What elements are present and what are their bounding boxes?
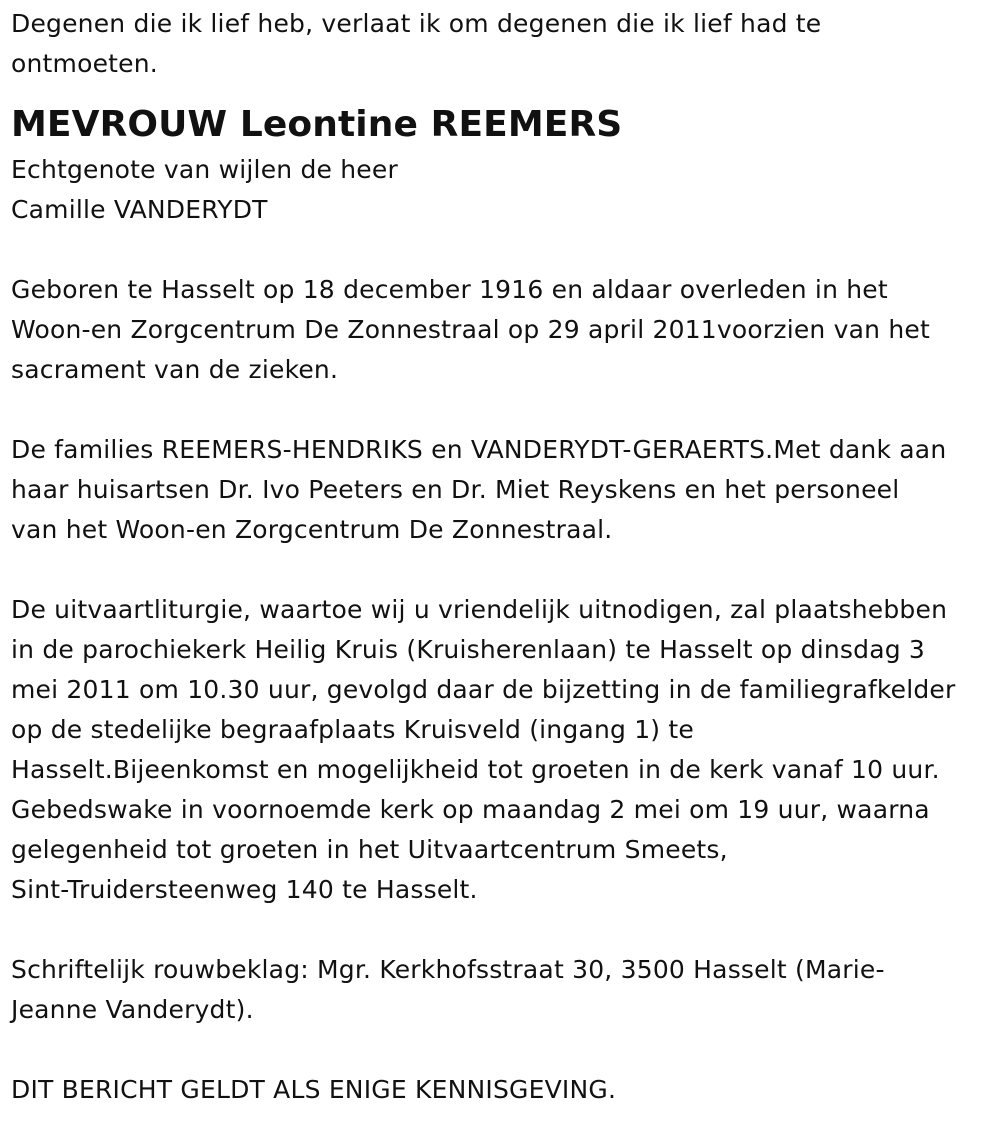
- families-line: De families REEMERS-HENDRIKS en VANDERYDT-GERAERTS.Met dank aan: [11, 435, 947, 464]
- paragraph-gap: [11, 1030, 990, 1070]
- funeral-paragraph: [11, 590, 990, 910]
- condolences-line: Jeanne Vanderydt).: [11, 995, 254, 1024]
- funeral-line: in de parochiekerk Heilig Kruis (Kruisherenlaan) te Hasselt op dinsdag 3: [11, 635, 926, 664]
- paragraph-gap: [11, 230, 990, 270]
- funeral-line: op de stedelijke begraafplaats Kruisveld (ingang 1) te: [11, 715, 694, 744]
- birth-death-line: sacrament van de zieken.: [11, 355, 339, 384]
- notice-line: DIT BERICHT GELDT ALS ENIGE KENNISGEVING.: [11, 1075, 617, 1104]
- deceased-name: MEVROUW Leontine REEMERS: [11, 104, 623, 145]
- funeral-line: mei 2011 om 10.30 uur, gevolgd daar de bijzetting in de familiegrafkelder: [11, 675, 956, 704]
- spouse-info-line: Camille VANDERYDT: [11, 195, 268, 224]
- intro-quote-line: ontmoeten.: [11, 49, 158, 78]
- intro-quote: [11, 4, 990, 84]
- condolences-line: Schriftelijk rouwbeklag: Mgr. Kerkhofsstraat 30, 3500 Hasselt (Marie-: [11, 955, 885, 984]
- spouse-info-line: Echtgenote van wijlen de heer: [11, 155, 398, 184]
- birth-death-line: Geboren te Hasselt op 18 december 1916 en aldaar overleden in het: [11, 275, 888, 304]
- funeral-line: gelegenheid tot groeten in het Uitvaartcentrum Smeets,: [11, 835, 728, 864]
- birth-death-line: Woon-en Zorgcentrum De Zonnestraal op 29 april 2011voorzien van het: [11, 315, 930, 344]
- birth-death-paragraph: [11, 270, 990, 390]
- paragraph-gap: [11, 910, 990, 950]
- funeral-line: De uitvaartliturgie, waartoe wij u vriendelijk uitnodigen, zal plaatshebben: [11, 595, 948, 624]
- condolences-paragraph: [11, 950, 990, 1030]
- notice-paragraph: [11, 1070, 990, 1110]
- funeral-line: Sint-Truidersteenweg 140 te Hasselt.: [11, 875, 478, 904]
- families-line: van het Woon-en Zorgcentrum De Zonnestraal.: [11, 515, 613, 544]
- paragraph-gap: [11, 390, 990, 430]
- paragraph-gap: [11, 550, 990, 590]
- obituary-document: [11, 4, 990, 1110]
- families-paragraph: [11, 430, 990, 550]
- funeral-line: Hasselt.Bijeenkomst en mogelijkheid tot groeten in de kerk vanaf 10 uur.: [11, 755, 940, 784]
- spouse-info: [11, 150, 990, 230]
- intro-quote-line: Degenen die ik lief heb, verlaat ik om degenen die ik lief had te: [11, 9, 822, 38]
- families-line: haar huisartsen Dr. Ivo Peeters en Dr. Miet Reyskens en het personeel: [11, 475, 900, 504]
- funeral-line: Gebedswake in voornoemde kerk op maandag 2 mei om 19 uur, waarna: [11, 795, 930, 824]
